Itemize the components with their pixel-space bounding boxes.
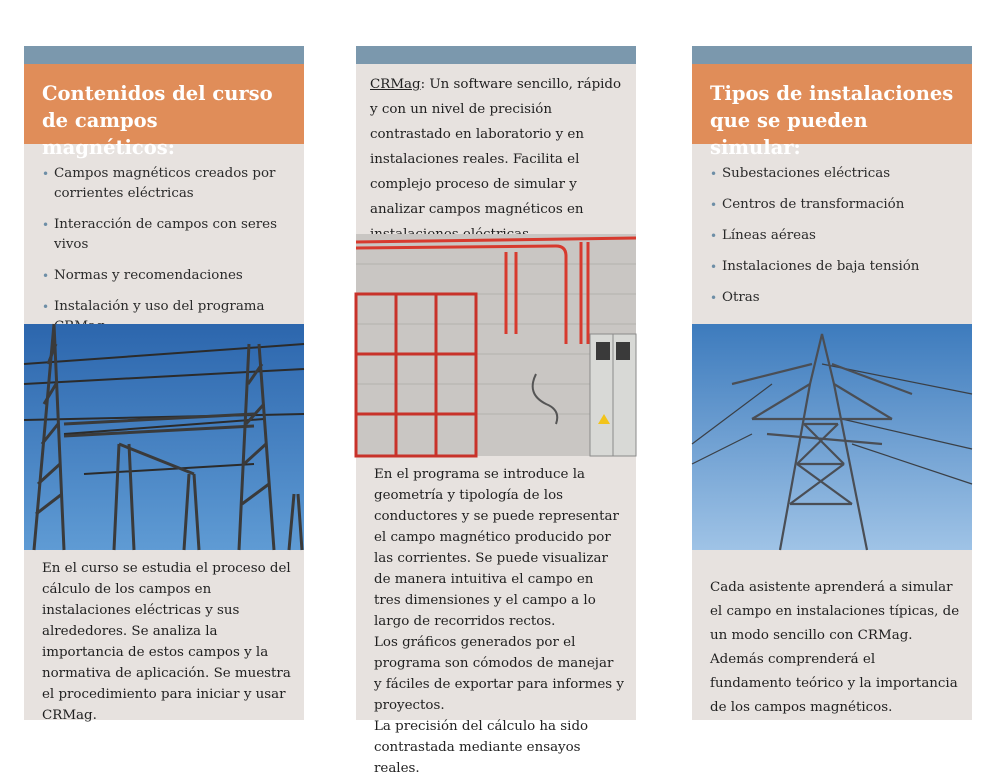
bullet-icon: • [710,198,718,212]
list-item: • Subestaciones eléctricas [710,164,958,184]
installation-description: Cada asistente aprenderá a simular el campo en instalaciones típicas, de un modo sencillo con CRMag. Además comprenderá el fundamento teórico y la importancia de los campos magnéticos. [710,580,960,715]
bullet-icon: • [42,218,50,232]
panel-top-bar [356,46,636,64]
course-contents-list [24,164,304,348]
list-item: • Líneas aéreas [710,226,958,246]
panel-title: Contenidos del curso de campos magnéticos: [24,64,304,144]
list-item: • Interacción de campos con seres vivos [42,217,277,252]
substation-photo [24,324,304,550]
course-description: En el curso se estudia el proceso del cálculo de los campos en instalaciones eléctricas y sus alrededores. Se analiza la importancia de estos campos y la normativa de aplicación. Se muestra el procedimiento para iniciar y usar CRMag. [42,561,291,723]
panel-top-bar [24,46,304,64]
list-item: • Otras [710,288,958,308]
brand-link: CRMag [370,77,421,92]
software-description: En el programa se introduce la geometría y tipología de los conductores y se puede representar el campo magnético producido por las corrientes. Se puede visualizar de manera intuitiva el campo en tres dimensiones y el campo a lo largo de recorridos rectos. Los gráficos generados por el programa son cómodos de manejar y fáciles de exportar para informes y proyectos. La precisión del cálculo ha sido contrastada mediante ensayos reales. [374,467,625,776]
electrical-room-photo [356,234,636,456]
list-item: • Instalación y uso del programa [42,297,290,337]
software-intro: CRMag: Un software sencillo, rápido y con un nivel de precisión contrastado en laboratorio y en instalaciones reales. Facilita el complejo proceso de simular y analizar campos magnéticos en [370,77,622,217]
bullet-icon: • [42,269,50,283]
panel-installation-types [692,46,972,720]
list-item: • Instalaciones de baja tensión [710,257,958,277]
bullet-icon: • [42,300,50,314]
panel-top-bar [692,46,972,64]
bullet-icon: • [42,167,50,181]
panel-title: Tipos de instalaciones que se pueden simular: [692,64,972,144]
bullet-icon: • [710,291,718,305]
power-tower-photo [692,324,972,550]
list-item: • Centros de transformación [710,195,958,215]
bullet-icon: • [710,260,718,274]
bullet-icon: • [710,229,718,243]
panel-software [356,46,636,776]
bullet-icon: • [710,167,718,181]
installation-types-list [692,164,972,319]
list-item: • Campos magnéticos creados por corrientes eléctricas [42,166,276,201]
list-item: • Normas y recomendaciones [42,266,290,286]
panel-course-contents [24,46,304,723]
